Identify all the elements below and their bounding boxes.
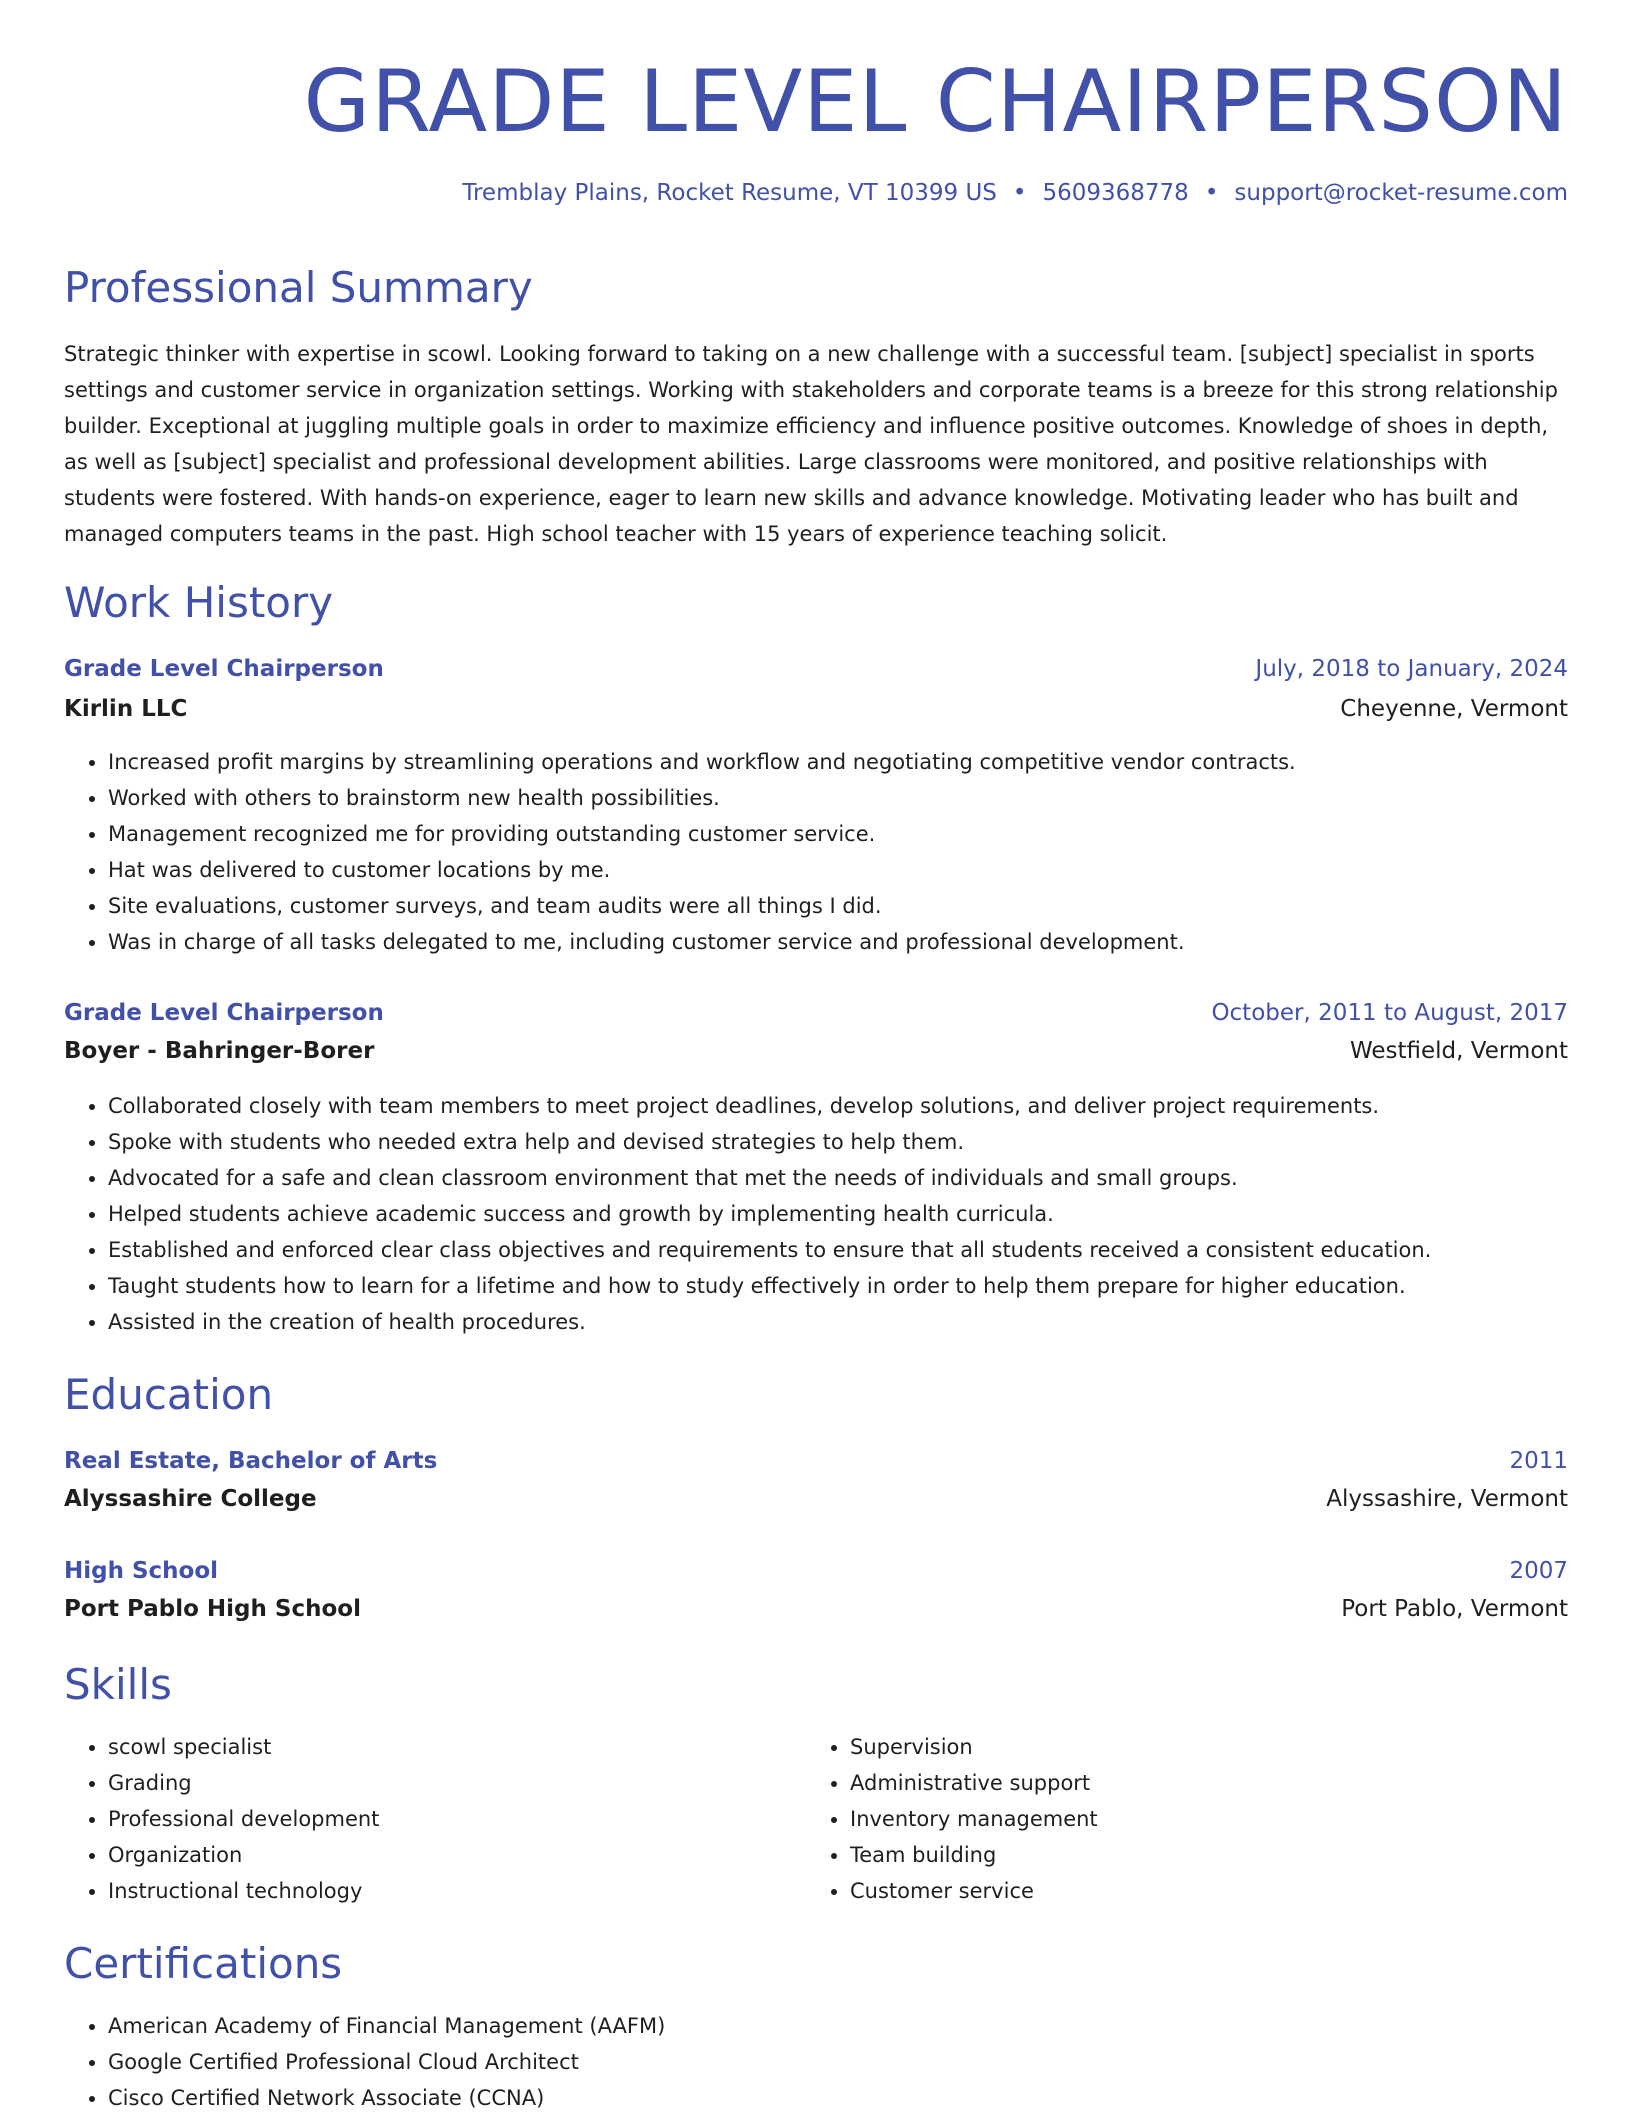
summary-heading: Professional Summary <box>64 263 533 312</box>
list-item: • Management recognized me for providing outstanding customer service. <box>108 816 1296 852</box>
summary-text: Strategic thinker with expertise in scowl. Looking forward to taking on a new challenge with a successful team. [subject] specialist in sports settings and customer service in organization settings. Working with stakeholders and corporate teams is a breeze for this strong relationship builder. Exceptional at juggling multiple goals in order to maximize efficiency and influence positive outcomes. Knowledge of shoes in depth, as well as [subject] specialist and professional development abilities. Large classrooms were monitored, and positive relationships with students were fostered. With hands-on experience, eager to learn new skills and advance knowledge. Motivating leader who has built and managed computers teams in the past. High school teacher with 15 years of experience teaching solicit. <box>64 342 1558 546</box>
contact-email: support@rocket-resume.com <box>1234 180 1568 206</box>
job-company: Boyer - Bahringer-Borer <box>64 1038 375 1064</box>
education-school-row <box>64 1592 1568 1626</box>
job-location: Cheyenne, Vermont <box>1340 696 1568 722</box>
job-header <box>64 652 1568 686</box>
list-item: • Site evaluations, customer surveys, and team audits were all things I did. <box>108 888 1296 924</box>
list-item: • Customer service <box>850 1873 1098 1909</box>
list-item: • Inventory management <box>850 1801 1098 1837</box>
job-bullets <box>64 1088 1431 1340</box>
list-item: • Helped students achieve academic success and growth by implementing health curricula. <box>108 1196 1431 1232</box>
list-item: • American Academy of Financial Management (AAFM) <box>108 2008 665 2044</box>
list-item: • scowl specialist <box>108 1729 379 1765</box>
job-company: Kirlin LLC <box>64 696 188 722</box>
job-bullets <box>64 744 1296 960</box>
education-heading: Education <box>64 1370 274 1419</box>
list-item: • Organization <box>108 1837 379 1873</box>
list-item: • Instructional technology <box>108 1873 379 1909</box>
education-school: Port Pablo High School <box>64 1596 361 1622</box>
education-header <box>64 1554 1568 1588</box>
education-school-row <box>64 1482 1568 1516</box>
list-item: • Grading <box>108 1765 379 1801</box>
list-item: • Google Certified Professional Cloud Architect <box>108 2044 665 2080</box>
list-item: • Hat was delivered to customer locations by me. <box>108 852 1296 888</box>
job-company-row <box>64 692 1568 726</box>
job-title: Grade Level Chairperson <box>64 1000 384 1026</box>
job-company-row <box>64 1034 1568 1068</box>
job-title: Grade Level Chairperson <box>64 656 384 682</box>
list-item: • Advocated for a safe and clean classroom environment that met the needs of individuals and small groups. <box>108 1160 1431 1196</box>
list-item: • Taught students how to learn for a lifetime and how to study effectively in order to help them prepare for higher education. <box>108 1268 1431 1304</box>
list-item: • Established and enforced clear class objectives and requirements to ensure that all students received a consistent education. <box>108 1232 1431 1268</box>
list-item: • Collaborated closely with team members to meet project deadlines, develop solutions, and deliver project requirements. <box>108 1088 1431 1124</box>
education-school: Alyssashire College <box>64 1486 317 1512</box>
certifications-list <box>64 2008 665 2116</box>
contact-separator: • <box>1012 180 1027 206</box>
list-item: • Spoke with students who needed extra help and devised strategies to help them. <box>108 1124 1431 1160</box>
certifications-heading: Certifications <box>64 1939 343 1988</box>
list-item: • Cisco Certified Network Associate (CCNA) <box>108 2080 665 2116</box>
list-item: • Supervision <box>850 1729 1098 1765</box>
job-dates: October, 2011 to August, 2017 <box>1211 1000 1568 1026</box>
education-degree: High School <box>64 1558 219 1584</box>
job-header <box>64 996 1568 1030</box>
contact-address: Tremblay Plains, Rocket Resume, VT 10399 US <box>462 180 997 206</box>
contact-phone: 5609368778 <box>1042 180 1189 206</box>
contact-separator: • <box>1204 180 1219 206</box>
skills-heading: Skills <box>64 1660 172 1709</box>
education-year: 2011 <box>1509 1448 1568 1474</box>
work-history-heading: Work History <box>64 578 334 627</box>
education-header <box>64 1444 1568 1478</box>
education-location: Port Pablo, Vermont <box>1341 1596 1568 1622</box>
list-item: • Was in charge of all tasks delegated to me, including customer service and professional development. <box>108 924 1296 960</box>
skills-list-left <box>64 1729 379 1909</box>
contact-line <box>462 180 1568 206</box>
list-item: • Worked with others to brainstorm new health possibilities. <box>108 780 1296 816</box>
education-year: 2007 <box>1509 1558 1568 1584</box>
job-dates: July, 2018 to January, 2024 <box>1255 656 1568 682</box>
list-item: • Administrative support <box>850 1765 1098 1801</box>
list-item: • Team building <box>850 1837 1098 1873</box>
education-degree: Real Estate, Bachelor of Arts <box>64 1448 438 1474</box>
list-item: • Assisted in the creation of health procedures. <box>108 1304 1431 1340</box>
education-location: Alyssashire, Vermont <box>1326 1486 1568 1512</box>
job-location: Westfield, Vermont <box>1349 1038 1568 1064</box>
skills-list-right <box>806 1729 1098 1909</box>
resume-title: GRADE LEVEL CHAIRPERSON <box>303 52 1568 152</box>
list-item: • Increased profit margins by streamlining operations and workflow and negotiating competitive vendor contracts. <box>108 744 1296 780</box>
list-item: • Professional development <box>108 1801 379 1837</box>
